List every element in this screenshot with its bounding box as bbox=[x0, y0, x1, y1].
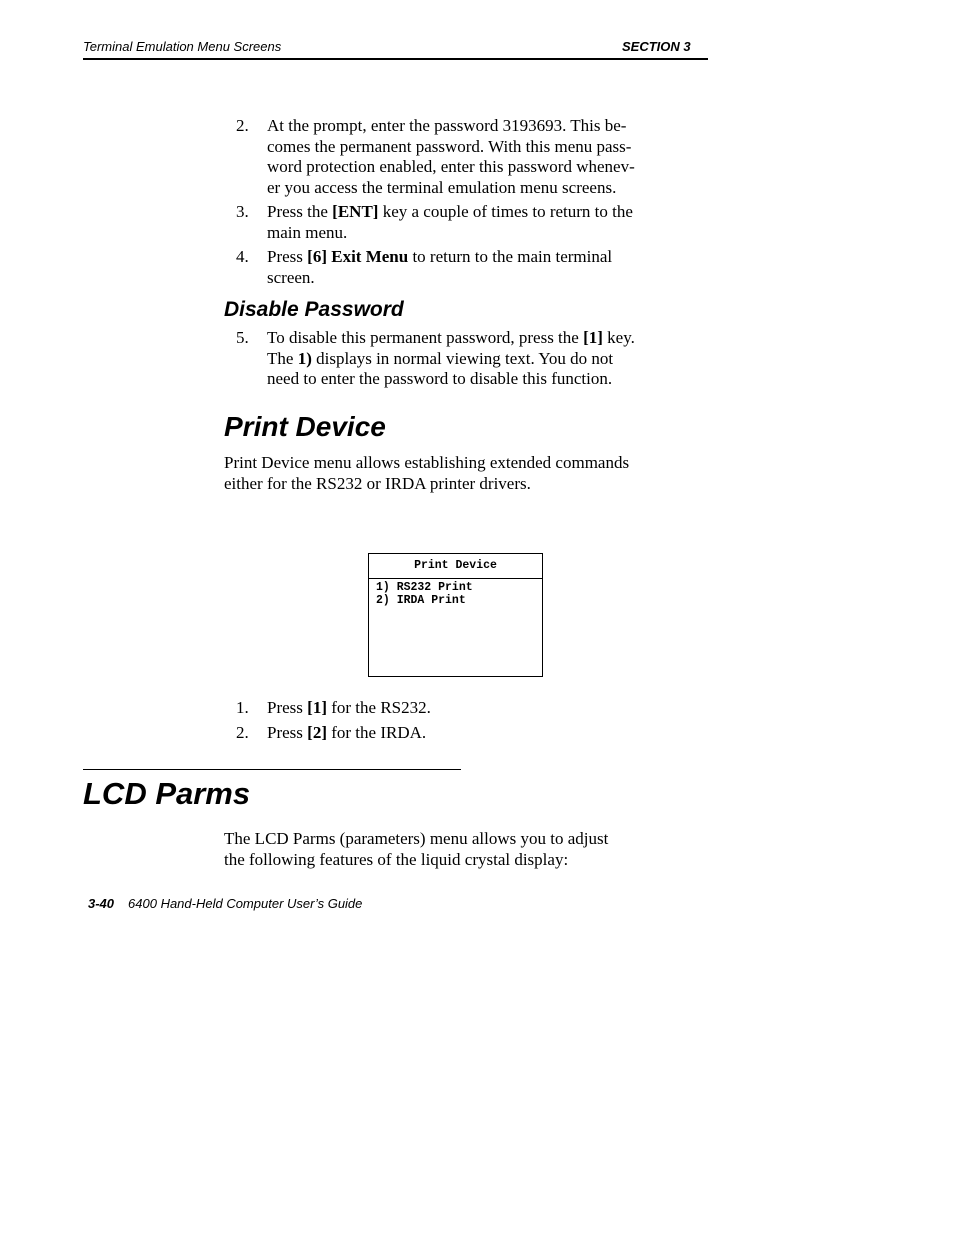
list-text-line bbox=[267, 247, 709, 268]
text-run: Press the bbox=[267, 202, 333, 221]
paragraph-line: either for the RS232 or IRDA printer drivers. bbox=[224, 473, 531, 493]
list-text-line: screen. bbox=[267, 267, 315, 287]
list-text-line bbox=[267, 698, 709, 719]
paragraph-line: The LCD Parms (parameters) menu allows you to adjust bbox=[224, 829, 609, 848]
key-label: [2] bbox=[307, 723, 327, 742]
list-text-line bbox=[267, 349, 709, 370]
list-item bbox=[224, 116, 709, 198]
list-text-line bbox=[267, 328, 709, 349]
subsection-heading: Disable Password bbox=[224, 298, 404, 321]
key-label: 1) bbox=[297, 348, 312, 368]
page-footer bbox=[88, 896, 362, 911]
list-text-line: need to enter the password to disable this function. bbox=[267, 369, 613, 388]
list-item bbox=[224, 247, 709, 288]
list-number: 4. bbox=[236, 247, 249, 266]
terminal-screen bbox=[368, 553, 543, 677]
text-run: Press bbox=[267, 723, 308, 742]
section-heading: Print Device bbox=[224, 411, 386, 442]
list-text-line bbox=[267, 202, 709, 223]
text-run: key. bbox=[602, 328, 635, 347]
section-rule bbox=[83, 769, 461, 770]
text-run: To disable this permanent password, press the bbox=[267, 328, 584, 347]
text-run: to return to the main terminal bbox=[408, 247, 613, 266]
list-text-line: er you access the terminal emulation menu screens. bbox=[267, 177, 617, 197]
list-text-line: main menu. bbox=[267, 222, 348, 242]
screen-menu-item: 1) RS232 Print bbox=[376, 581, 473, 594]
text-run: The bbox=[267, 348, 298, 368]
text-run: for the IRDA. bbox=[326, 723, 427, 742]
list-number: 3. bbox=[236, 202, 249, 221]
page-number: 3-40 bbox=[88, 896, 115, 911]
text-run: key a couple of times to return to the bbox=[378, 202, 633, 221]
paragraph-line: the following features of the liquid crystal display: bbox=[224, 849, 569, 869]
chapter-section-heading: LCD Parms bbox=[83, 776, 251, 811]
header-rule bbox=[83, 58, 708, 60]
text-run: for the RS232. bbox=[326, 698, 431, 717]
paragraph-line: Print Device menu allows establishing extended commands bbox=[224, 453, 630, 472]
list-number: 2. bbox=[236, 116, 249, 135]
text-run: displays in normal viewing text. You do not bbox=[311, 348, 614, 368]
text-run: Press bbox=[267, 698, 308, 717]
list-number: 1. bbox=[236, 698, 249, 717]
body-paragraph bbox=[224, 829, 714, 870]
list-item bbox=[224, 723, 709, 744]
key-label: [6] Exit Menu bbox=[307, 247, 409, 266]
list-item bbox=[224, 202, 709, 243]
key-label: [1] bbox=[307, 698, 327, 717]
text-run: Press bbox=[267, 247, 308, 266]
key-label: [1] bbox=[583, 328, 603, 347]
book-title: 6400 Hand-Held Computer User’s Guide bbox=[128, 896, 363, 911]
running-header-section: SECTION 3 bbox=[622, 39, 691, 54]
list-text-line bbox=[267, 723, 709, 744]
key-label: [ENT] bbox=[332, 202, 379, 221]
screen-menu-item: 2) IRDA Print bbox=[376, 594, 466, 607]
list-text-line: word protection enabled, enter this password whenev- bbox=[267, 157, 635, 176]
list-number: 2. bbox=[236, 723, 249, 742]
list-text-line: At the prompt, enter the password 3193693. This be- bbox=[267, 116, 627, 135]
list-number: 5. bbox=[236, 328, 249, 347]
list-text-line: comes the permanent password. With this menu pass- bbox=[267, 136, 632, 156]
body-paragraph bbox=[224, 453, 714, 494]
running-header-title: Terminal Emulation Menu Screens bbox=[83, 39, 282, 54]
list-item bbox=[224, 328, 709, 390]
list-item bbox=[224, 698, 709, 719]
screen-title: Print Device bbox=[369, 554, 542, 579]
